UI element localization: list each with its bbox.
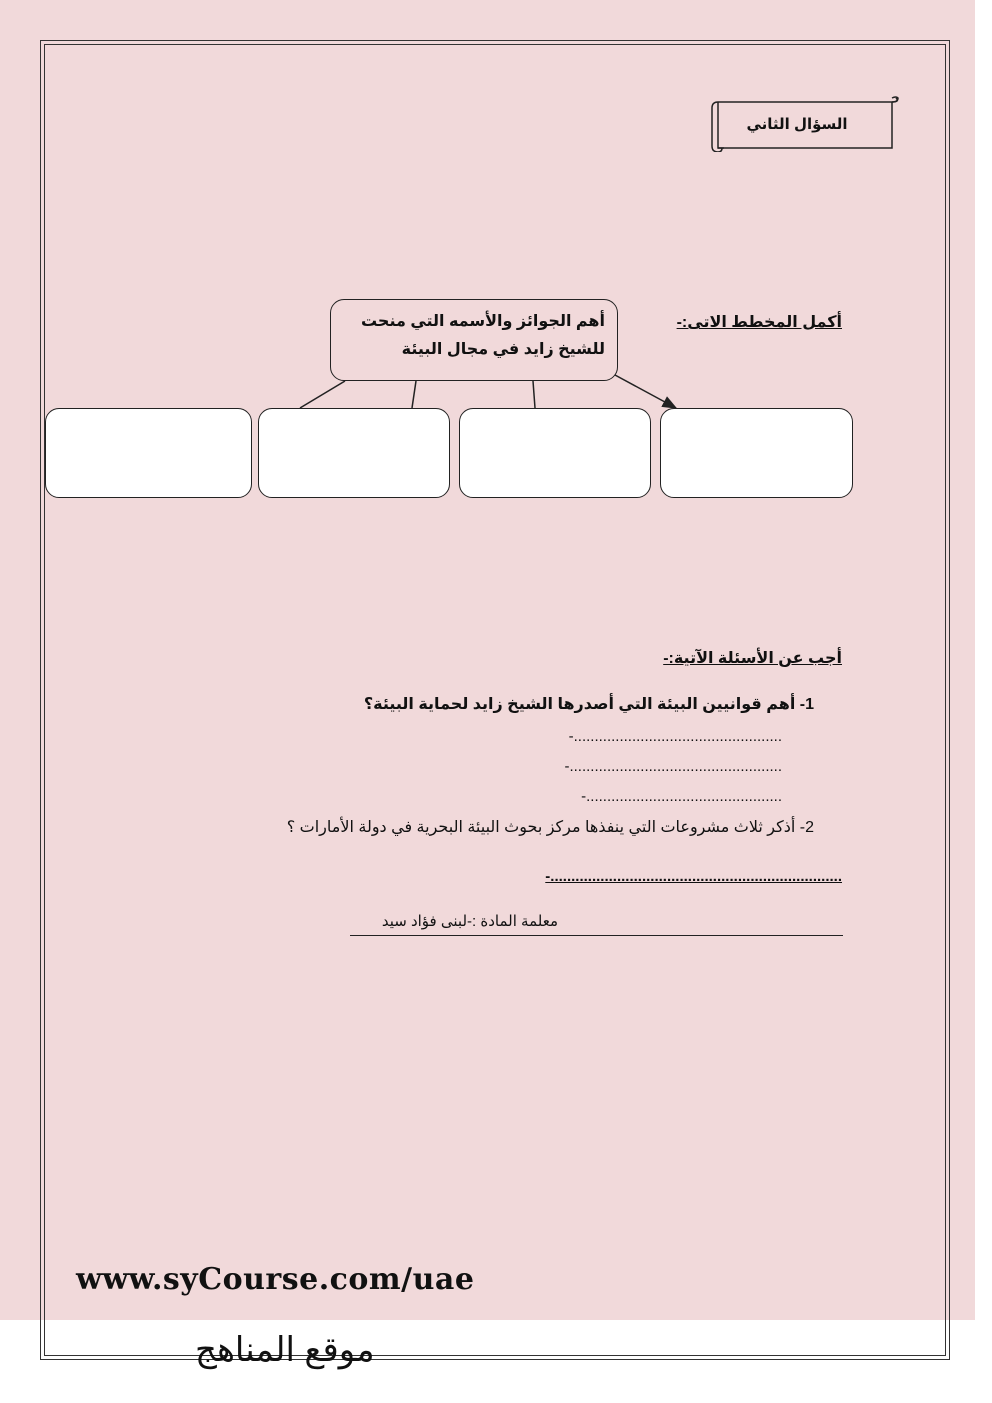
answer-box-1[interactable] [660,408,853,498]
q1-answer-line-3[interactable]: -............................................... [581,788,782,805]
teacher-signature: معلمة المادة :-لبنى فؤاد سيد [350,912,843,936]
site-name: موقع المناهج [195,1331,375,1369]
center-box-line-1: أهم الجوائز والأسمه التي منحت [360,313,605,330]
answer-box-4[interactable] [45,408,252,498]
website-url: www.syCourse.com/uae [76,1262,475,1297]
question-1: 1- أهم قوانيين البيئة التي أصدرها الشيخ زايد لحماية البيئة؟ [363,696,814,713]
answer-box-2[interactable] [459,408,651,498]
connector-arrow-4 [615,375,676,408]
connector-line-3 [533,381,535,408]
answer-box-3[interactable] [258,408,450,498]
q2-answer-line[interactable]: -...................................................................... [545,868,842,885]
diagram-instruction: أكمل المخطط الاتى:- [676,314,842,331]
questions-heading: أجب عن الأسئلة الآتية:- [663,650,842,667]
center-box-line-2: للشيخ زايد في مجال البيئة [401,341,605,358]
diagram-connectors [0,0,992,600]
connector-line-2 [412,381,416,408]
question-title: السؤال الثاني [746,116,848,133]
connector-line-1 [300,381,345,408]
question-2: 2- أذكر ثلاث مشروعات التي ينفذها مركز بحوث البيئة البحرية في دولة الأمارات ؟ [286,819,814,836]
q1-answer-line-1[interactable]: -.................................................. [568,728,782,745]
q1-answer-line-2[interactable]: -................................................... [564,758,782,775]
